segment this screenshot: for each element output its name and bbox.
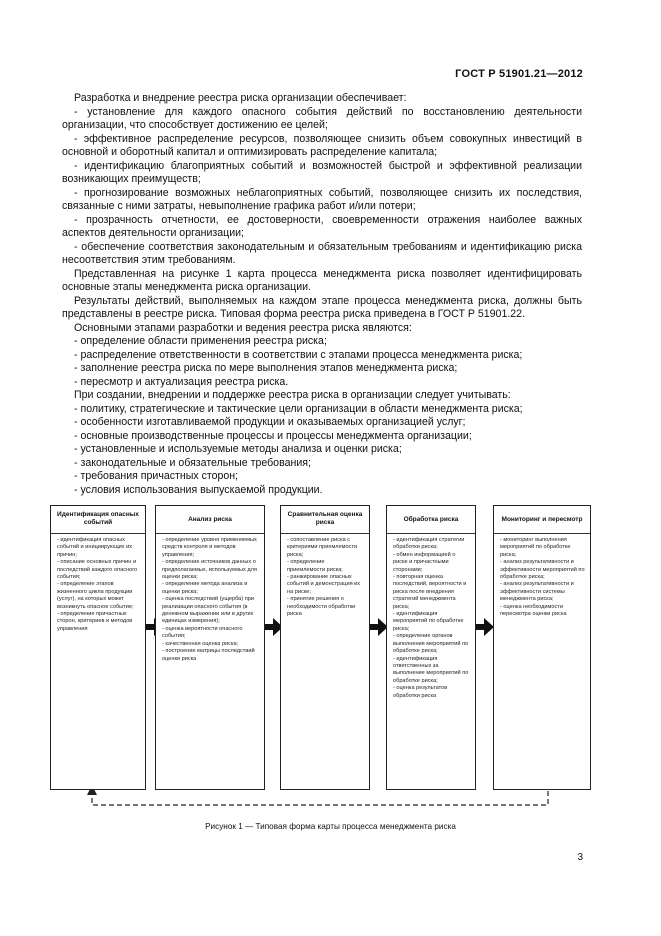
box-item: - определение приемлемости риска; xyxy=(287,559,343,573)
paragraph: - пересмотр и актуализация реестра риска. xyxy=(74,375,289,388)
box-item: - построение матрицы последствий оценки риска xyxy=(162,648,255,662)
paragraph: - особенности изготавливаемой продукции и оказываемых организацией услуг; xyxy=(74,416,466,428)
box-title: Мониторинг и пересмотр xyxy=(501,516,583,523)
box-item: - анализ результативности и эффективности системы менеджмента риска; xyxy=(500,581,574,603)
box-item: - определение метода анализа и оценки риска; xyxy=(162,581,248,595)
box-item: - определение уровня применяемых средств контроля и методов управления; xyxy=(162,537,257,558)
box-item: - оценка результатов обработки риска xyxy=(393,685,448,699)
paragraph: - условия использования выпускаемой продукции. xyxy=(74,483,323,496)
box-item: - идентификация опасных событий и инициирующих их причин; xyxy=(57,537,133,558)
box-item: - идентификация ответственных за выполнение мероприятий по обработке риска; xyxy=(393,655,469,684)
paragraph: - основные производственные процессы и процессы менеджмента организации; xyxy=(74,429,472,442)
process-box-identification xyxy=(50,505,146,790)
paragraph: - распределение ответственности в соответствии с этапами процесса менеджмента риска; xyxy=(74,348,523,361)
paragraph: - обеспечение соответствия законодательным и обязательным требованиям и идентификацию риска несоответствия этим требованиям. xyxy=(62,240,582,266)
box-item: - определение этапов жизненного цикла продукции (услуг), на которых может возникнуть опасное событие; xyxy=(57,581,134,610)
box-item: - оценка необходимости пересмотра оценки риска xyxy=(500,603,567,618)
figure-caption: Рисунок 1 — Типовая форма карты процесса менеджмента риска xyxy=(205,822,456,831)
paragraph: Разработка и внедрение реестра риска организации обеспечивает: xyxy=(74,92,407,104)
box-title: Сравнительная оценка риска xyxy=(287,511,363,526)
paragraph: Результаты действий, выполняемых на каждом этапе процесса менеджмента риска, должны быть представлены в реестре риска. Типовая форма реестра риска приведена в ГОСТ Р 51901.22. xyxy=(62,294,582,320)
box-title: Идентификация опасных событий xyxy=(57,511,139,526)
paragraph: - прозрачность отчетности, ее достоверности, своевременности отражения наиболее важных аспектов деятельности организации; xyxy=(62,213,582,239)
process-box-risk-treatment xyxy=(386,505,476,790)
box-item: - оценка последствий (ущерба) при реализации опасного события (в денежном выражении или в других единицах измерения); xyxy=(162,596,254,625)
box-item: - определение источников данных о предполагаемых, используемых для оценки риска; xyxy=(162,559,257,581)
paragraph: - заполнение реестра риска по мере выполнения этапов менеджмента риска; xyxy=(74,362,458,374)
box-item: - ранжирование опасных событий и демонстрация их на риске; xyxy=(287,574,361,595)
box-item: - анализ результативности и эффективности мероприятий по обработке риска; xyxy=(500,559,585,581)
process-box-risk-analysis xyxy=(155,505,265,790)
paragraph: - прогнозирование возможных неблагоприятных событий, позволяющее снизить их последствия, связанные с ними затраты, невыполнение графика работ и/или потери; xyxy=(62,186,582,212)
box-title: Обработка риска xyxy=(403,516,459,523)
box-item: - идентификация мероприятий по обработке риска; xyxy=(393,611,464,632)
paragraph: При создании, внедрении и поддержке реестра риска в организации следует учитывать: xyxy=(74,389,511,401)
paragraph: - эффективное распределение ресурсов, позволяющее снизить объем совокупных инвестиций в основной и оборотный капитал и оптимизировать распределение капитала; xyxy=(62,132,582,158)
process-box-monitoring-review xyxy=(493,505,591,790)
paragraph: - определение области применения реестра риска; xyxy=(74,335,327,347)
box-item: - повторная оценка последствий, вероятности и риска после внедрения стратегий менеджмента риска; xyxy=(393,574,467,610)
box-item: - определение органов выполнения мероприятий по обработке риска; xyxy=(393,633,469,655)
box-title: Анализ риска xyxy=(188,516,232,523)
box-item: - обмен информацией о риске и причастными сторонами; xyxy=(393,551,456,573)
box-item: - сопоставление риска с критериями приемлемости риска; xyxy=(287,537,358,558)
paragraph: - установление для каждого опасного события действий по восстановлению деятельности организации, что способствует достижению ее целей; xyxy=(62,105,582,131)
box-item: - мониторинг выполнения мероприятий по обработке риска; xyxy=(500,537,571,558)
paragraph: Представленная на рисунке 1 карта процесса менеджмента риска позволяет идентифицировать основные этапы менеджмента риска организации. xyxy=(62,267,582,293)
process-box-comparative-assessment xyxy=(280,505,370,790)
page-number: 3 xyxy=(577,852,583,863)
paragraph: - политику, стратегические и тактические цели организации в области менеджмента риска; xyxy=(74,402,523,415)
arrow-right-icon xyxy=(476,618,494,636)
feedback-loop-line xyxy=(92,790,548,805)
paragraph: - требования причастных сторон; xyxy=(74,470,239,482)
box-item: - принятие решения о необходимости обработки риска xyxy=(287,596,356,618)
box-item: - качественная оценка риска; xyxy=(162,640,239,647)
box-item: - идентификация стратегии обработки риска; xyxy=(393,537,465,551)
box-item: - описание основных причин и последствий каждого опасного события; xyxy=(57,559,138,581)
paragraph: Основными этапами разработки и ведения реестра риска являются: xyxy=(74,321,412,334)
paragraph: - законодательные и обязательные требования; xyxy=(74,456,311,469)
box-item: - определение причастных сторон, критериев и методов управления xyxy=(57,611,133,632)
document-id: ГОСТ Р 51901.21—2012 xyxy=(455,68,583,80)
box-item: - оценка вероятности опасного события; xyxy=(162,625,243,640)
paragraph: - установленные и используемые методы анализа и оценки риска; xyxy=(74,443,402,455)
paragraph: - идентификацию благоприятных событий и возможностей быстрой и эффективной реализации возникающих преимуществ; xyxy=(62,159,582,185)
